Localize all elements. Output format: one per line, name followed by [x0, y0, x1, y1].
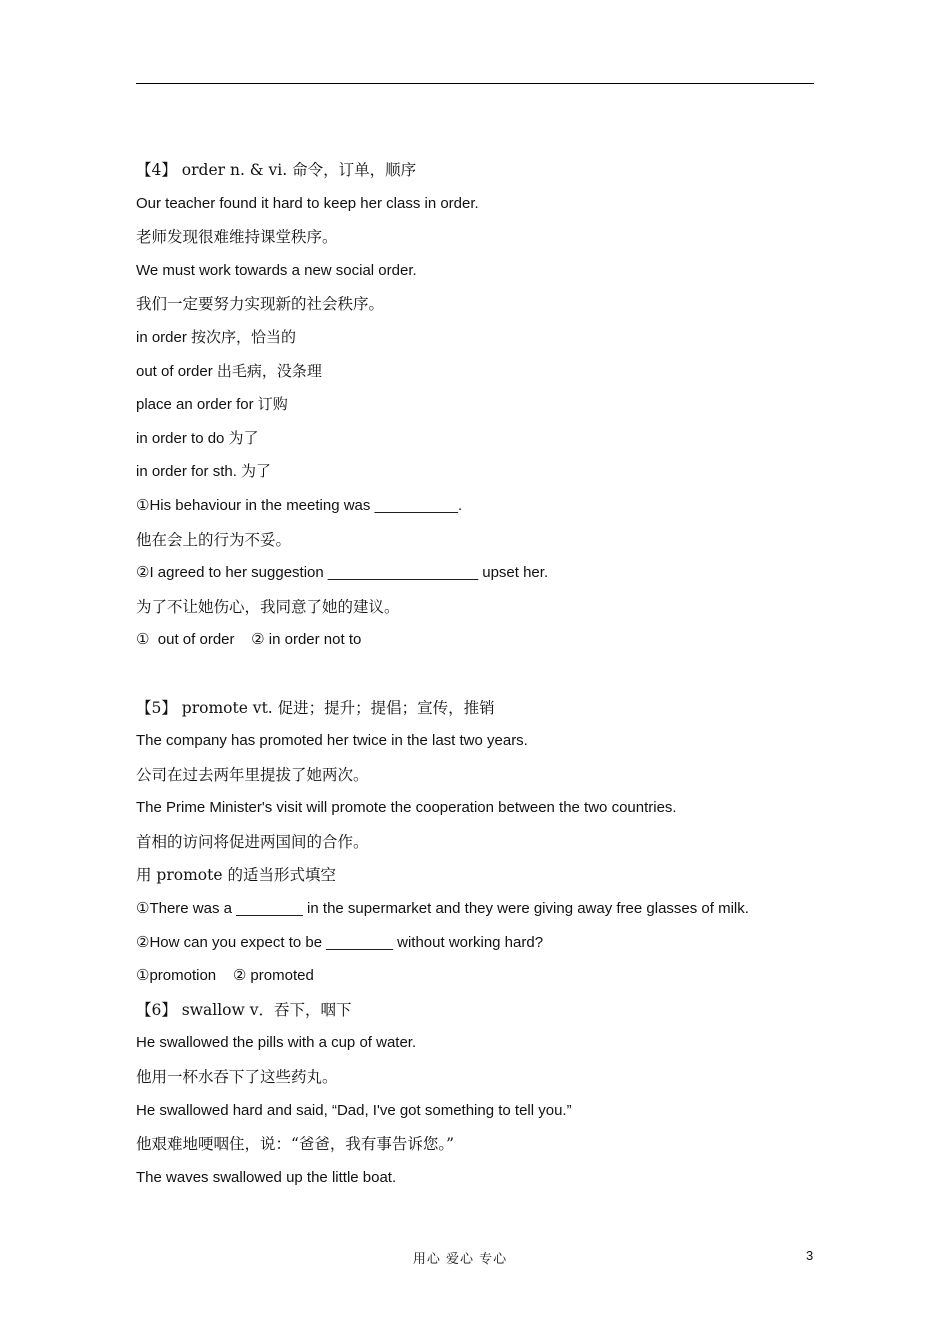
header-rule — [136, 83, 814, 84]
text-line: 他艰难地哽咽住，说：“爸爸，我有事告诉您。” — [136, 1135, 455, 1154]
text-line: ①There was a ________ in the supermarket and they were giving away free glasses of milk. — [136, 900, 749, 918]
blank-line — [136, 660, 826, 694]
text-line: 【6】 swallow v．吞下，咽下 — [136, 1000, 352, 1019]
text-line: ①promotion ② promoted — [136, 967, 314, 985]
page-number: 3 — [806, 1248, 814, 1263]
text-line: The Prime Minister's visit will promote the cooperation between the two countries. — [136, 799, 677, 817]
text-line: 首相的访问将促进两国间的合作。 — [136, 832, 369, 851]
text-line: 【4】 order n. & vi. 命令，订单，顺序 — [136, 161, 417, 179]
text-line: 【5】 promote vt. 促进；提升；提倡；宣传，推销 — [136, 698, 495, 717]
text-line: The company has promoted her twice in the last two years. — [136, 732, 528, 750]
text-line: in order for sth. 为了 — [136, 463, 272, 481]
text-line: 他用一杯水吞下了这些药丸。 — [136, 1068, 338, 1087]
text-line: in order to do 为了 — [136, 429, 259, 447]
text-line: He swallowed the pills with a cup of water. — [136, 1034, 417, 1052]
text-line: 用 promote 的适当形式填空 — [136, 866, 336, 885]
text-line: place an order for 订购 — [136, 396, 288, 414]
text-line: 老师发现很难维持课堂秩序。 — [136, 228, 338, 247]
text-line: 我们一定要努力实现新的社会秩序。 — [136, 295, 385, 314]
text-line: ①His behaviour in the meeting was __________. — [136, 496, 463, 514]
text-line: in order 按次序，恰当的 — [136, 328, 297, 346]
text-line: Our teacher found it hard to keep her class in order. — [136, 194, 479, 212]
text-line: ②I agreed to her suggestion __________________ upset her. — [136, 564, 549, 582]
text-line: ②How can you expect to be ________ without working hard? — [136, 933, 544, 951]
text-line: 为了不让她伤心，我同意了她的建议。 — [136, 597, 400, 616]
text-line: The waves swallowed up the little boat. — [136, 1168, 397, 1186]
document-body — [136, 156, 826, 1197]
text-line: out of order 出毛病，没条理 — [136, 362, 322, 380]
text-line: He swallowed hard and said, “Dad, I've got something to tell you.” — [136, 1101, 572, 1119]
text-line: 公司在过去两年里提拔了她两次。 — [136, 765, 369, 784]
text-line: 他在会上的行为不妥。 — [136, 530, 292, 549]
text-line: We must work towards a new social order. — [136, 261, 417, 279]
footer-motto: 用心 爱心 专心 — [412, 1252, 508, 1267]
text-line: ① out of order ② in order not to — [136, 631, 362, 649]
